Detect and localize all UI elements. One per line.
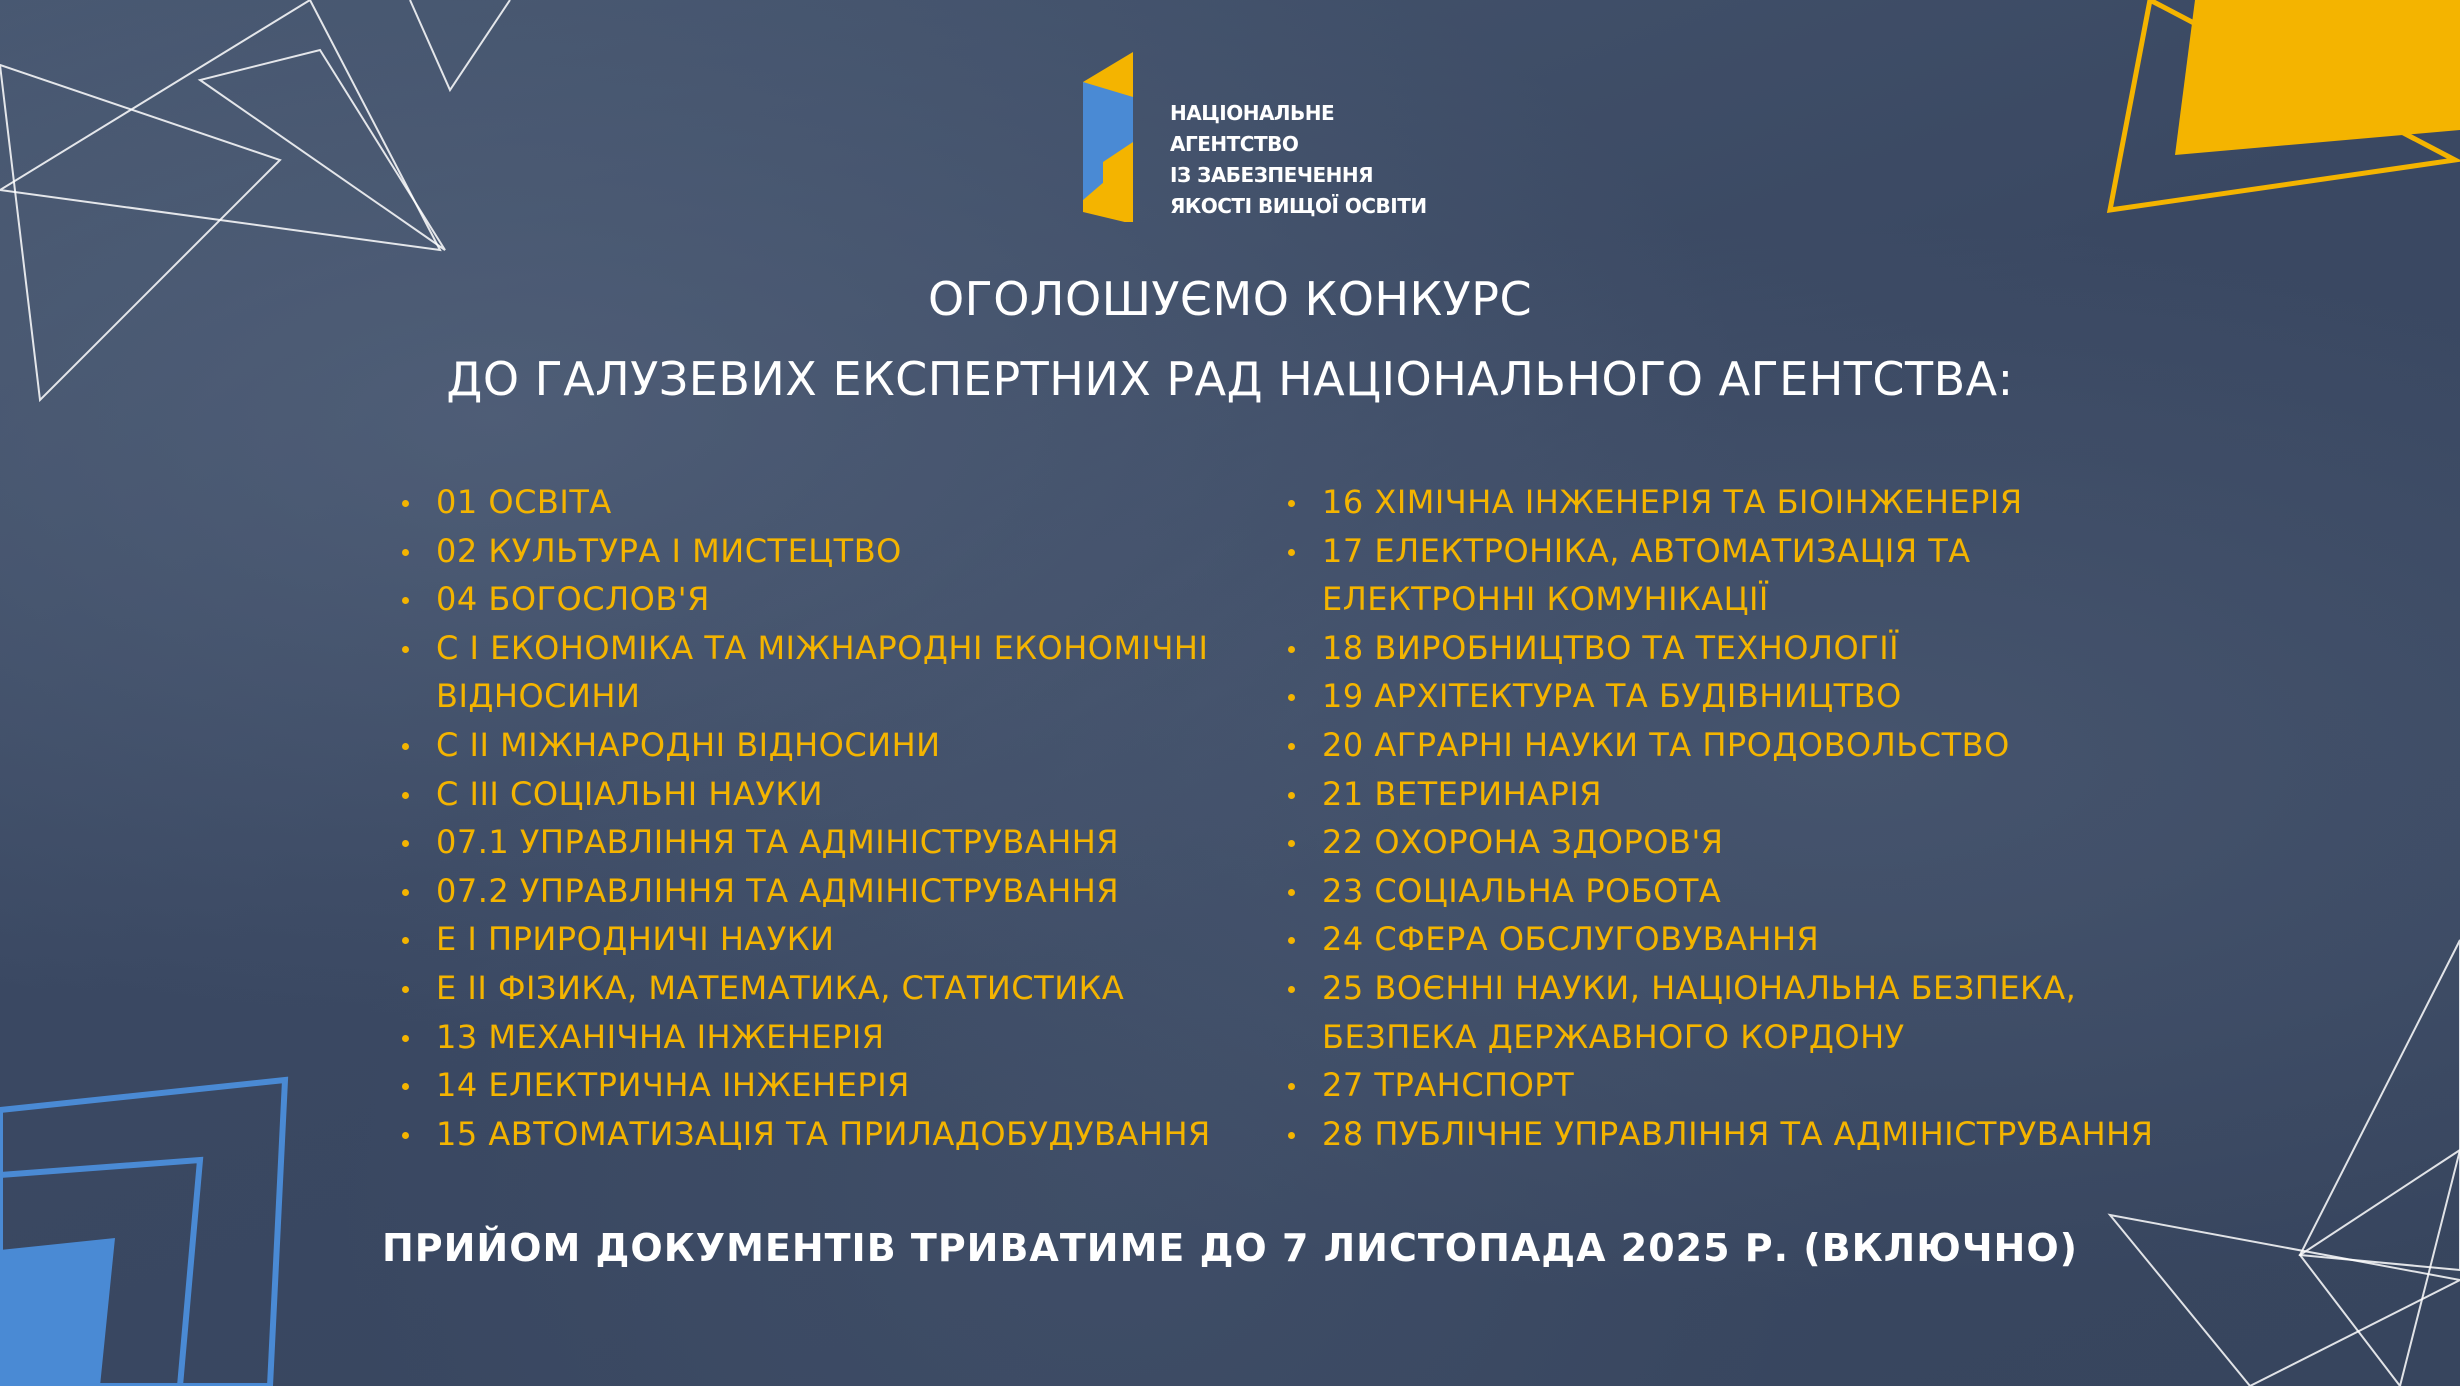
council-list-left [436, 478, 1211, 1158]
council-list-right [1322, 478, 2153, 1158]
outline-triangle-br-1 [2300, 940, 2460, 1270]
list-item: 04 БОГОСЛОВ'Я [436, 575, 1211, 624]
logo-wordmark [1170, 98, 1427, 222]
logo-line: АГЕНТСТВО [1170, 132, 1299, 156]
outline-triangle-tl-2 [0, 0, 440, 250]
list-item: 14 ЕЛЕКТРИЧНА ІНЖЕНЕРІЯ [436, 1061, 1211, 1110]
logo-line: ЯКОСТІ ВИЩОЇ ОСВІТИ [1170, 194, 1427, 218]
list-item: 23 СОЦІАЛЬНА РОБОТА [1322, 867, 2153, 916]
headline-secondary: ДО ГАЛУЗЕВИХ ЕКСПЕРТНИХ РАД НАЦІОНАЛЬНОГО АГЕНТСТВА: [446, 352, 2014, 406]
list-item-continuation: ЕЛЕКТРОННІ КОМУНІКАЦІЇ [1322, 580, 1769, 619]
list-item: 28 ПУБЛІЧНЕ УПРАВЛІННЯ ТА АДМІНІСТРУВАННЯ [1322, 1110, 2153, 1159]
deadline-notice: ПРИЙОМ ДОКУМЕНТІВ ТРИВАТИМЕ ДО 7 ЛИСТОПАДА 2025 Р. (ВКЛЮЧНО) [381, 1226, 2079, 1270]
outline-triangle-tl-4 [410, 0, 510, 90]
list-item: 22 ОХОРОНА ЗДОРОВ'Я [1322, 818, 2153, 867]
list-item: E II ФІЗИКА, МАТЕМАТИКА, СТАТИСТИКА [436, 964, 1211, 1013]
list-item: C III СОЦІАЛЬНІ НАУКИ [436, 770, 1211, 819]
list-item: 19 АРХІТЕКТУРА ТА БУДІВНИЦТВО [1322, 672, 2153, 721]
list-item: 18 ВИРОБНИЦТВО ТА ТЕХНОЛОГІЇ [1322, 624, 2153, 673]
headline-primary: ОГОЛОШУЄМО КОНКУРС [927, 272, 1533, 326]
list-item-continuation: БЕЗПЕКА ДЕРЖАВНОГО КОРДОНУ [1322, 1017, 1905, 1056]
list-item: 20 АГРАРНІ НАУКИ ТА ПРОДОВОЛЬСТВО [1322, 721, 2153, 770]
list-item: 07.2 УПРАВЛІННЯ ТА АДМІНІСТРУВАННЯ [436, 867, 1211, 916]
list-item: 17 ЕЛЕКТРОНІКА, АВТОМАТИЗАЦІЯ ТА [1322, 527, 2153, 576]
list-item: C II МІЖНАРОДНІ ВІДНОСИНИ [436, 721, 1211, 770]
list-item: 15 АВТОМАТИЗАЦІЯ ТА ПРИЛАДОБУДУВАННЯ [436, 1110, 1211, 1159]
list-item: 24 СФЕРА ОБСЛУГОВУВАННЯ [1322, 915, 2153, 964]
list-item: 13 МЕХАНІЧНА ІНЖЕНЕРІЯ [436, 1013, 1211, 1062]
list-item: 02 КУЛЬТУРА І МИСТЕЦТВО [436, 527, 1211, 576]
list-item: E I ПРИРОДНИЧІ НАУКИ [436, 915, 1211, 964]
list-item: 07.1 УПРАВЛІННЯ ТА АДМІНІСТРУВАННЯ [436, 818, 1211, 867]
list-item: 16 ХІМІЧНА ІНЖЕНЕРІЯ ТА БІОІНЖЕНЕРІЯ [1322, 478, 2153, 527]
logo-line: ІЗ ЗАБЕЗПЕЧЕННЯ [1170, 163, 1374, 187]
logo-line: НАЦІОНАЛЬНЕ [1170, 101, 1335, 125]
list-item: 27 ТРАНСПОРТ [1322, 1061, 2153, 1110]
list-item: 21 ВЕТЕРИНАРІЯ [1322, 770, 2153, 819]
list-item: 25 ВОЄННІ НАУКИ, НАЦІОНАЛЬНА БЕЗПЕКА, [1322, 964, 2153, 1013]
list-item: C I ЕКОНОМІКА ТА МІЖНАРОДНІ ЕКОНОМІЧНІ [436, 624, 1211, 673]
outline-triangle-tl-3 [200, 50, 445, 250]
list-item: 01 ОСВІТА [436, 478, 1211, 527]
yellow-triangle-tr [2175, 0, 2460, 155]
outline-triangle-tl-1 [0, 65, 280, 400]
list-item-continuation: ВІДНОСИНИ [436, 677, 641, 716]
